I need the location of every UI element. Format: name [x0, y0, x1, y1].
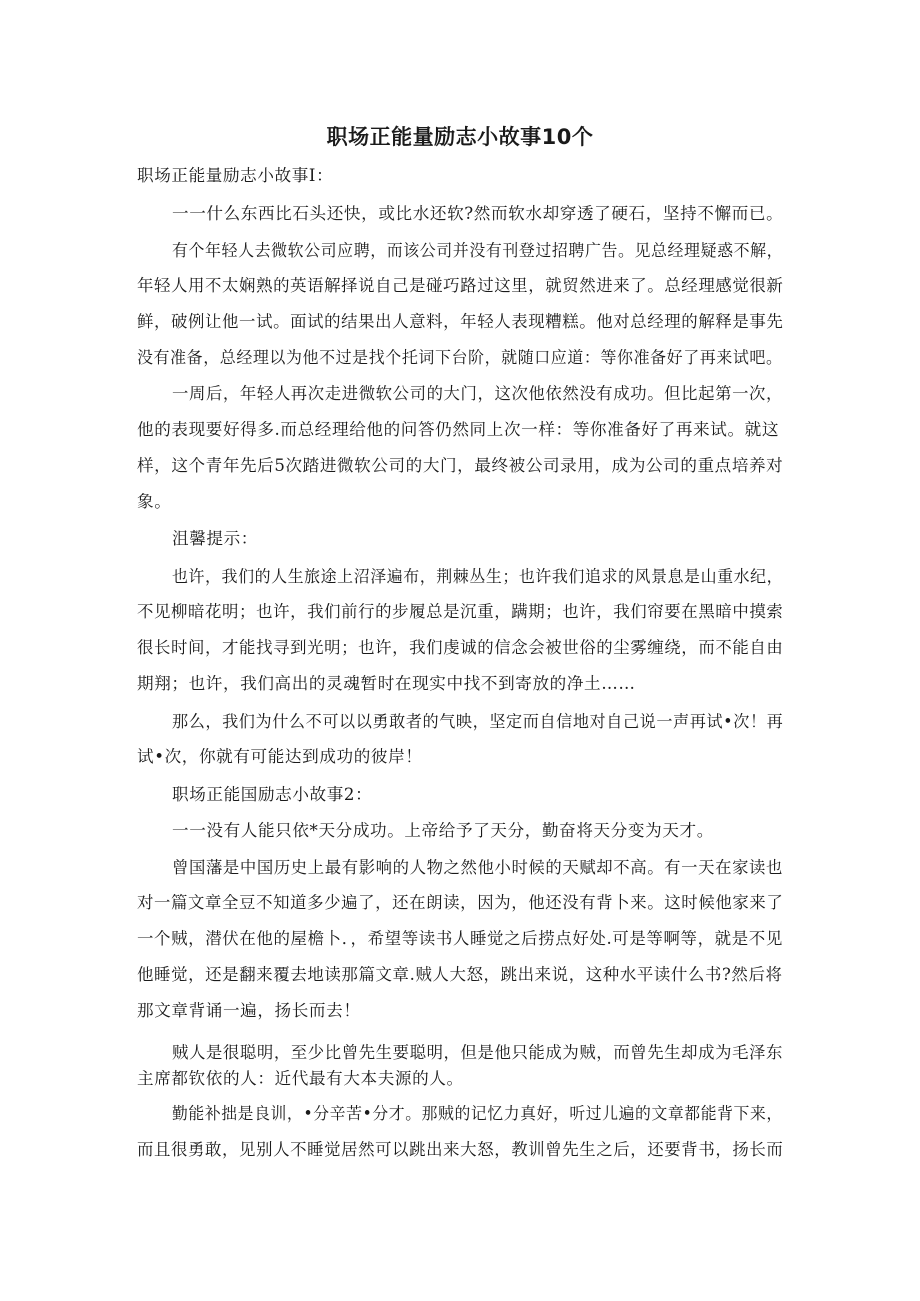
story-1-motto: 一一什么东西比石头还快，或比水还软?然而软水却穿透了硬石，坚持不懈而已。 [172, 204, 784, 223]
paragraph-line: 试•次，你就有可能达到成功的彼岸！ [137, 747, 423, 766]
paragraph-line: 期翔；也许，我们高出的灵魂暂时在现实中找不到寄放的净土…… [137, 674, 636, 693]
paragraph-line: 那文章背诵一遍，扬长而去！ [137, 1001, 361, 1020]
paragraph-line: 而且很勇敢，见别人不睡觉居然可以跳出来大怒，教训曾先生之后，还要背书，扬长而 [137, 1140, 784, 1159]
paragraph-line: 鲜，破例让他一试。面试的结果出人意料，年轻人表现糟糕。他对总经理的解释是事先 [137, 312, 784, 331]
paragraph-line: 那么，我们为什么不可以以勇敢者的气映，坚定而自信地对自己说一声再试•次！再 [172, 712, 784, 731]
paragraph-line: 对一篇文章全豆不知道多少遍了，还在朗读，因为，他还没有背卜来。这时候他家来了 [137, 893, 784, 912]
section-heading-story-2: 职场正能国励志小故事2： [172, 785, 373, 804]
paragraph-line: 曾国藩是中国历史上最有影响的人物之然他小时候的天赋却不高。有一天在家读也 [172, 858, 783, 877]
section-heading-story-1: 职场正能量励志小故事I： [137, 166, 334, 185]
paragraph-line: 勤能补拙是良训，•分辛苦•分才。那贼的记忆力真好，听过儿遍的文章都能背下来， [172, 1104, 783, 1123]
paragraph-line: 有个年轻人去微软公司应聘，而该公司并没有刊登过招聘广告。见总经理疑惑不解， [172, 241, 784, 260]
paragraph-line: 象。 [137, 492, 172, 511]
paragraph-line: 也许，我们的人生旅途上沼泽遍布，荆棘丛生；也许我们追求的风景息是山重水纪， [172, 567, 784, 586]
paragraph-line: 主席都钦依的人：近代最有大本夫源的人。 [137, 1069, 464, 1088]
paragraph-line: 他的表现要好得多.而总经理给他的问答仍然同上次一样：等你准备好了再来试。就这 [137, 420, 780, 439]
paragraph-line: 年轻人用不太娴熟的英语解择说自己是碰巧路过这里，就贸然进来了。总经理感觉很新 [137, 276, 784, 295]
story-2-motto: 一一没有人能只依*天分成功。上帝给予了天分，勤奋将天分变为天才。 [172, 821, 714, 840]
document-title: 职场正能量励志小故事10个 [326, 125, 594, 149]
paragraph-line: 样，这个青年先后5次踏进微软公司的大门，最终被公司录用，成为公司的重点培养对 [137, 456, 784, 475]
paragraph-line: 没有准备，总经理以为他不过是找个托词下台阶，就随口应道：等你准备好了再来试吧。 [137, 348, 783, 367]
paragraph-line: 很长时间，才能找寻到光明；也许，我们虔诚的信念会被世俗的尘雾缠绕，而不能自由 [137, 638, 784, 657]
tip-heading: 沮馨提示： [172, 529, 258, 548]
paragraph-line: 他睡觉，还是翻来覆去地读那篇文章.贼人大怒，跳出来说，这种水平读什么书?然后将 [137, 965, 783, 984]
paragraph-line: 贼人是很聪明，至少比曾先生要聪明，但是他只能成为贼，而曾先生却成为毛泽东 [172, 1043, 783, 1062]
paragraph-line: 一周后，年轻人再次走进微软公司的大门，这次他依然没有成功。但比起第一次， [172, 384, 783, 403]
paragraph-line: 不见柳暗花明；也许，我们前行的步履总是沉重，蹒期；也许，我们帘要在黑暗中摸索 [137, 602, 784, 621]
paragraph-line: 一个贼，潜伏在他的屋檐卜．，希望等读书人睡觉之后捞点好处.可是等啊等，就是不见 [137, 929, 783, 948]
